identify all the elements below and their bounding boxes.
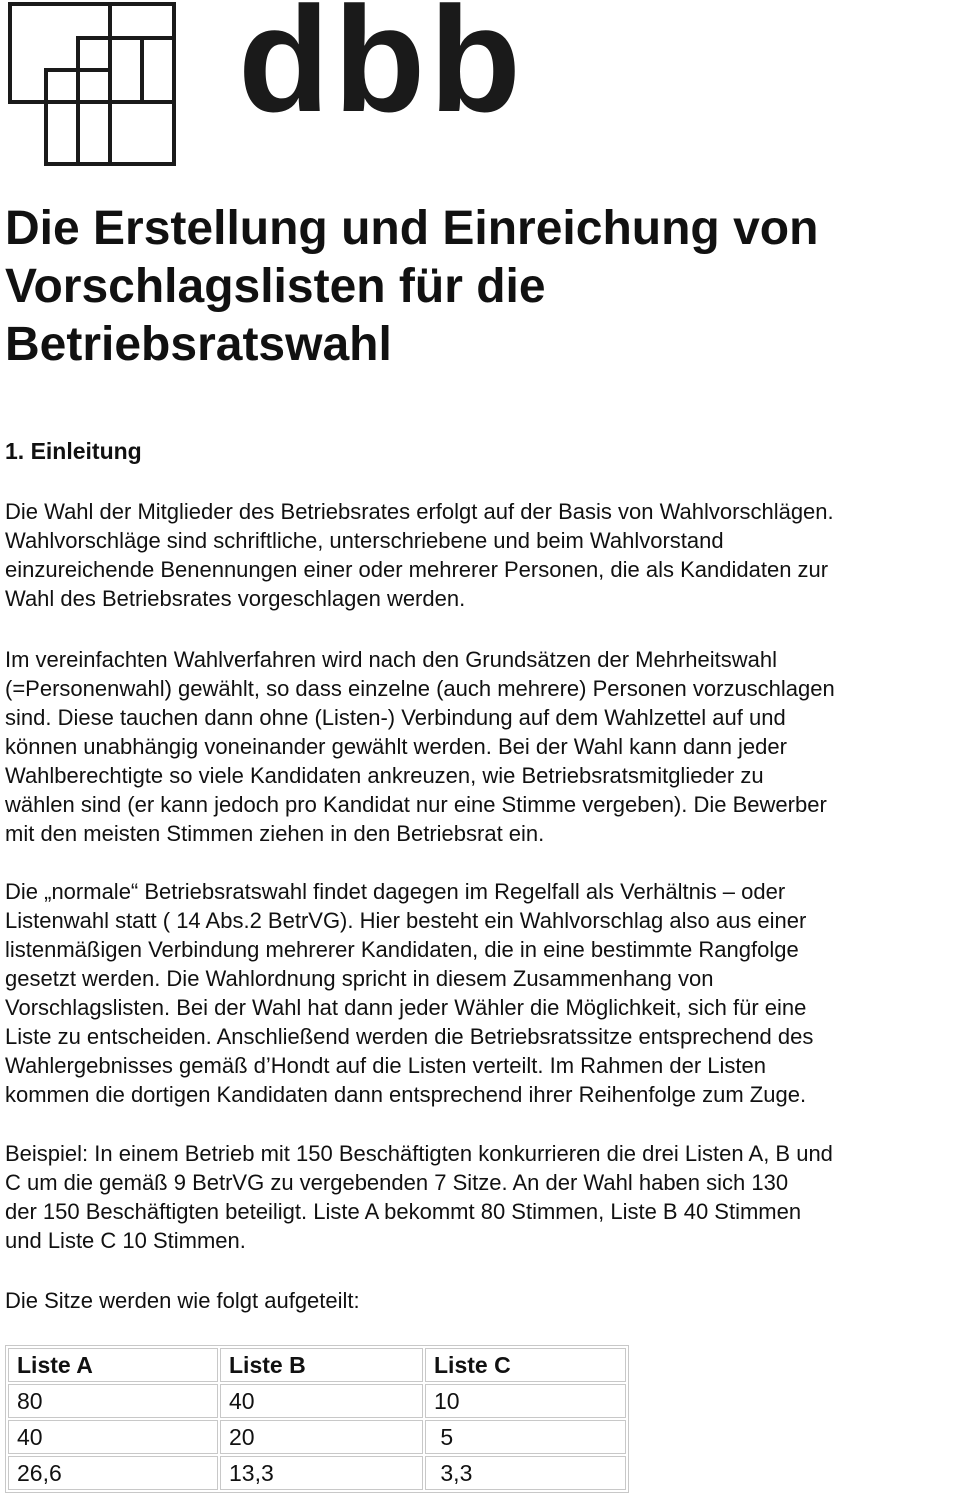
table-cell: 40 <box>220 1384 423 1418</box>
page-title: Die Erstellung und Einreichung von Vorschlagslisten für die Betriebsratswahl <box>5 202 819 371</box>
paragraph-seat-allocation: Die Sitze werden wie folgt aufgeteilt: <box>5 1288 360 1313</box>
table-cell: 10 <box>425 1384 626 1418</box>
section-heading: 1. Einleitung <box>5 438 142 464</box>
table-cell: 3,3 <box>425 1456 626 1490</box>
table-header-cell: Liste C <box>425 1348 626 1382</box>
dbb-logo-squares-icon <box>6 2 186 170</box>
table-cell: 5 <box>425 1420 626 1454</box>
table-cell: 40 <box>8 1420 218 1454</box>
table-row <box>8 1456 626 1490</box>
table-header-cell: Liste A <box>8 1348 218 1382</box>
table-row <box>8 1384 626 1418</box>
paragraph-intro: Die Wahl der Mitglieder des Betriebsrates erfolgt auf der Basis von Wahlvorschlägen. Wahlvorschläge sind schriftliche, unterschriebene und beim Wahlvorstand einzureichende Benennungen einer oder mehrerer Personen, die als Kandidaten zur Wahl des Betriebsrates vorgeschlagen werden. <box>5 499 834 611</box>
paragraph-list-election: Die „normale“ Betriebsratswahl findet dagegen im Regelfall als Verhältnis – oder Listenwahl statt ( 14 Abs.2 BetrVG). Hier besteht ein Wahlvorschlag also aus einer listenmäßigen Verbindung mehrerer Kandidaten, die in eine bestimmte Rangfolge gesetzt werden. Die Wahlordnung spricht in diesem Zusammenhang von Vorschlagslisten. Bei der Wahl hat dann jeder Wähler die Möglichkeit, sich für eine Liste zu entscheiden. Anschließend werden die Betriebsratssitze entsprechend des Wahlergebnisses gemäß d’Hondt auf die Listen verteilt. Im Rahmen der Listen kommen die dortigen Kandidaten dann entsprechend ihrer Reihenfolge zum Zuge. <box>5 879 814 1107</box>
paragraph-simplified-procedure: Im vereinfachten Wahlverfahren wird nach den Grundsätzen der Mehrheitswahl (=Personenwahl) gewählt, so dass einzelne (auch mehrere) Personen vorzuschlagen sind. Diese tauchen dann ohne (Listen-) Verbindung auf dem Wahlzettel auf und können unabhängig voneinander gewählt werden. Bei der Wahl kann dann jeder Wahlberechtigte so viele Kandidaten ankreuzen, wie Betriebsratsmitglieder zu wählen sind (er kann jedoch pro Kandidat nur eine Stimme vergeben). Die Bewerber mit den meisten Stimmen ziehen in den Betriebsrat ein. <box>5 647 835 846</box>
seat-allocation-table <box>5 1345 629 1493</box>
dbb-logo <box>6 0 525 170</box>
table-header-cell: Liste B <box>220 1348 423 1382</box>
dbb-logo-wordmark: dbb <box>238 0 525 143</box>
table-row <box>8 1420 626 1454</box>
table-cell: 80 <box>8 1384 218 1418</box>
table-cell: 13,3 <box>220 1456 423 1490</box>
table-cell: 26,6 <box>8 1456 218 1490</box>
paragraph-example: Beispiel: In einem Betrieb mit 150 Beschäftigten konkurrieren die drei Listen A, B und C um die gemäß 9 BetrVG zu vergebenden 7 Sitze. An der Wahl haben sich 130 der 150 Beschäftigten beteiligt. Liste A bekommt 80 Stimmen, Liste B 40 Stimmen und Liste C 10 Stimmen. <box>5 1141 833 1253</box>
table-cell: 20 <box>220 1420 423 1454</box>
table-header-row <box>8 1348 626 1382</box>
